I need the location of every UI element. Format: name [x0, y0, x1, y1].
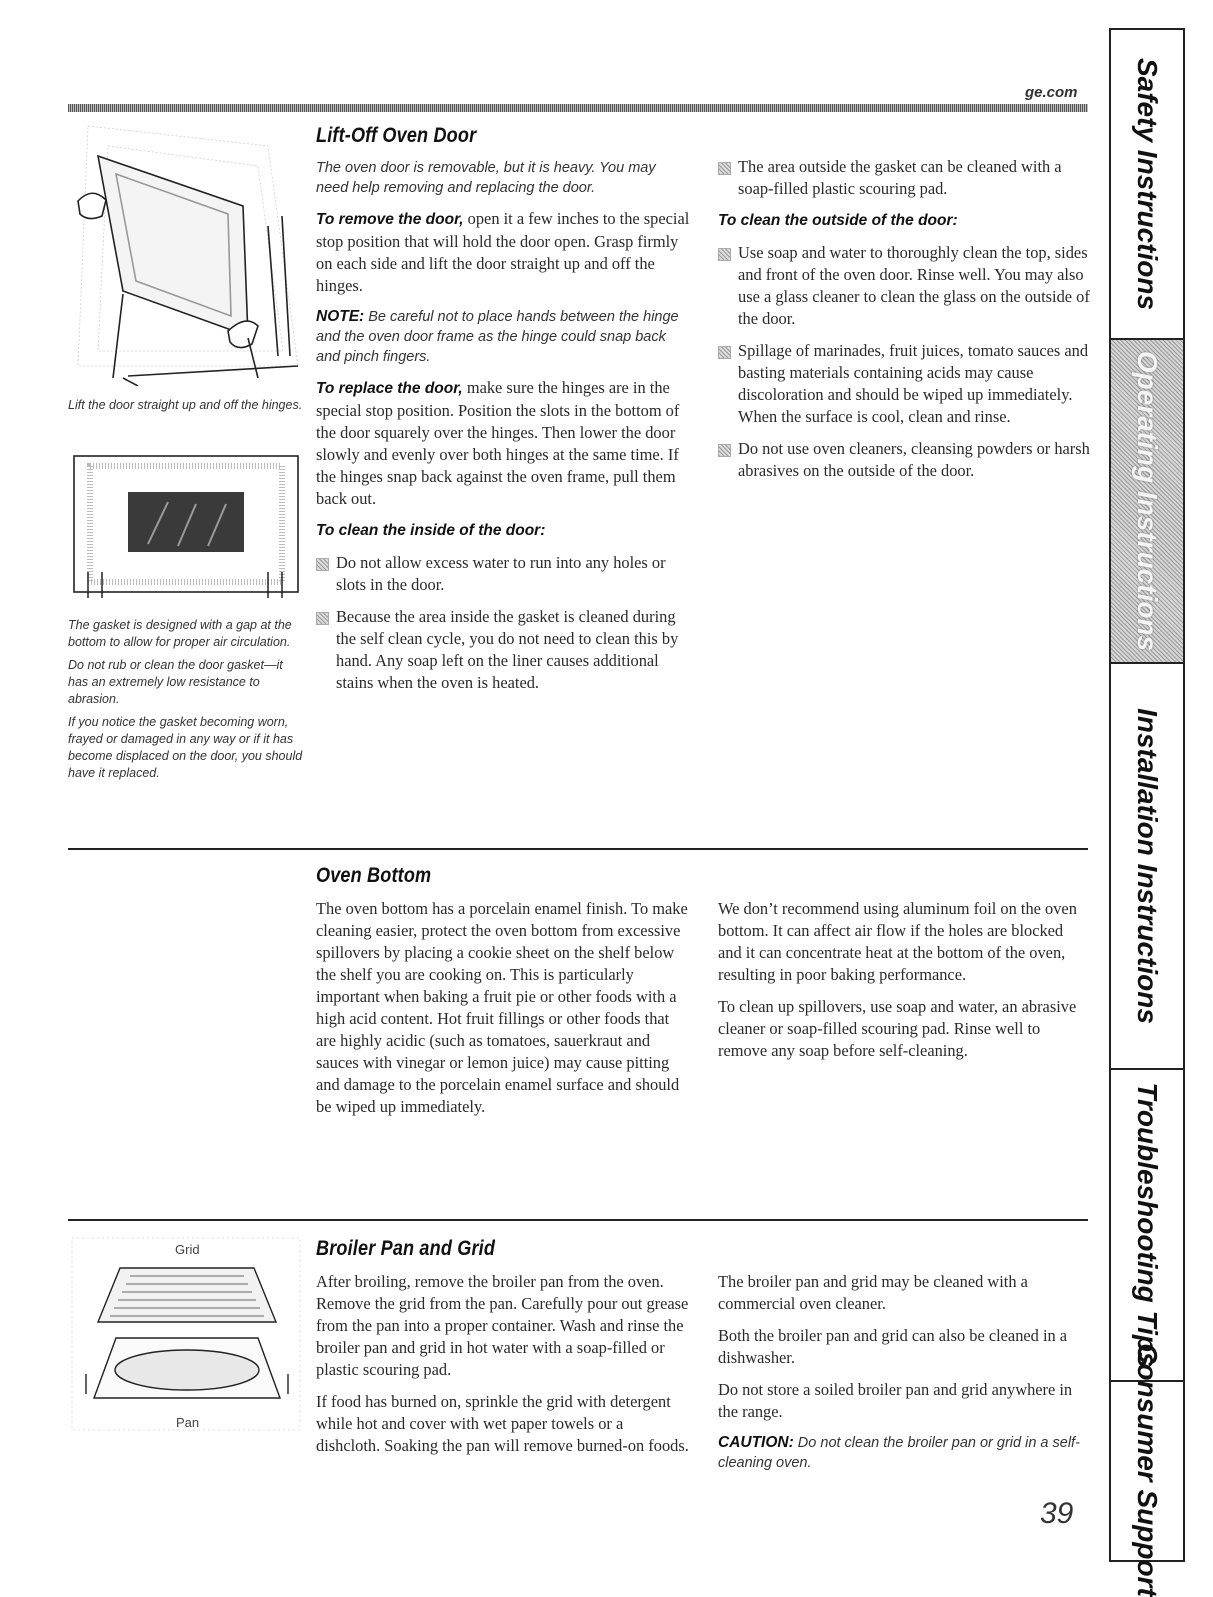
remove-paragraph [316, 208, 690, 297]
broiler-left-column [316, 1271, 690, 1467]
bullet-icon [718, 444, 731, 457]
door-intro: The oven door is removable, but it is heavy. You may need help removing and replacing the door. [316, 160, 656, 196]
tab-label: Installation Instructions [1132, 708, 1163, 1024]
bottom-left-column [316, 898, 690, 1128]
tab-label: Safety Instructions [1132, 57, 1163, 311]
bullet-icon [316, 612, 329, 625]
door-right-column [718, 156, 1090, 492]
caution-text: Do not clean the broiler pan or grid in a self-cleaning oven. [718, 1435, 1080, 1471]
header-rule [68, 104, 1088, 112]
door-caption-1: Lift the door straight up and off the hinges. [68, 398, 303, 412]
broiler-burned-paragraph: If food has burned on, sprinkle the grid with detergent while hot and cover with wet paper towels or a dishcloth. Soaking the pan will remove burned-on foods. [316, 1392, 689, 1455]
tab-troubleshooting-tips[interactable] [1111, 1070, 1183, 1382]
page-number: 39 [1040, 1497, 1074, 1530]
broiler-cleaner-paragraph: The broiler pan and grid may be cleaned with a commercial oven cleaner. [718, 1272, 1028, 1313]
bottom-right-column [718, 898, 1088, 1072]
gasket-bullet: The area outside the gasket can be cleaned with a soap-filled plastic scouring pad. [718, 156, 1090, 200]
broiler-dishwasher-paragraph: Both the broiler pan and grid can also be cleaned in a dishwasher. [718, 1326, 1068, 1367]
outside-bullet: Do not use oven cleaners, cleansing powders or harsh abrasives on the outside of the door. [718, 438, 1090, 482]
tab-safety-instructions[interactable] [1111, 30, 1183, 340]
site-url: ge.com [1025, 84, 1078, 101]
replace-label: To replace the door, [316, 380, 463, 397]
caution-label: CAUTION: [718, 1434, 794, 1451]
section-tabs [1109, 28, 1185, 1597]
note-paragraph [316, 307, 690, 367]
outside-bullet: Spillage of marinades, fruit juices, tomato sauces and basting materials containing acids may cause discoloration and should be wiped up immediately. When the surface is cool, clean and rinse. [718, 340, 1090, 428]
bullet-icon [718, 162, 731, 175]
bullet-icon [718, 248, 731, 261]
broiler-illustration [68, 1234, 304, 1434]
replace-text: make sure the hinges are in the special stop position. Position the slots in the bottom of the door squarely over the hinges. Then lower the door slowly and evenly over both hinges at the same time. If the hinges snap back against the oven frame, pull them back out. [316, 378, 680, 508]
bottom-spillover-paragraph: To clean up spillovers, use soap and water, an abrasive cleaner or soap-filled scouring pad. Rinse well to remove any soap before self-cleaning. [718, 997, 1077, 1060]
tab-label: Operating Instructions [1132, 350, 1163, 652]
note-text: Be careful not to place hands between the hinge and the oven door frame as the hinge could snap back and pinch fingers. [316, 309, 679, 365]
broiler-wash-paragraph: After broiling, remove the broiler pan from the oven. Remove the grid from the pan. Carefully pour out grease from the pan into a proper container. Wash and rinse the broiler pan and grid in hot water with a soap-filled or plastic scouring pad. [316, 1272, 689, 1379]
caption-gasket-replace: If you notice the gasket becoming worn, frayed or damaged in any way or if it has become displaced on the door, you should have it replaced. [68, 715, 303, 780]
door-caption-2 [68, 617, 304, 788]
door-gasket-illustration [68, 452, 304, 598]
replace-paragraph [316, 377, 690, 510]
broiler-store-paragraph: Do not store a soiled broiler pan and grid anywhere in the range. [718, 1380, 1073, 1421]
inside-bullet: Do not allow excess water to run into any holes or slots in the door. [316, 552, 690, 596]
label-grid: Grid [175, 1242, 200, 1257]
caution-paragraph [718, 1433, 1090, 1473]
section-title-door: Lift-Off Oven Door [316, 124, 477, 147]
bottom-foil-paragraph: We don’t recommend using aluminum foil on the oven bottom. It can affect air flow if the holes are blocked and it can concentrate heat at the bottom of the oven, resulting in poor baking performance. [718, 899, 1077, 984]
remove-label: To remove the door, [316, 211, 464, 228]
tab-installation-instructions[interactable] [1111, 664, 1183, 1070]
outside-heading: To clean the outside of the door: [718, 212, 958, 229]
caption-gasket-rub: Do not rub or clean the door gasket—it has an extremely low resistance to abrasion. [68, 658, 283, 706]
outside-bullet: Use soap and water to thoroughly clean the top, sides and front of the oven door. Rinse well. You may also use a glass cleaner to clean the glass on the outside of the door. [718, 242, 1090, 330]
label-pan: Pan [176, 1415, 200, 1430]
door-lift-illustration [68, 116, 304, 386]
broiler-right-column [718, 1271, 1090, 1483]
tab-label: Troubleshooting Tips [1132, 1082, 1163, 1368]
caption-gasket-gap: The gasket is designed with a gap at the bottom to allow for proper air circulation. [68, 618, 292, 649]
section-divider [68, 1219, 1088, 1221]
remove-text: open it a few inches to the special stop position that will hold the door open. Grasp firmly on each side and lift the door straight up and off the hinges. [316, 209, 690, 295]
inside-heading: To clean the inside of the door: [316, 522, 546, 539]
inside-bullet: Because the area inside the gasket is cleaned during the self clean cycle, you do not need to clean this by hand. Any soap left on the liner causes additional stains when the oven is heated. [316, 606, 690, 694]
section-divider [68, 848, 1088, 850]
section-title-bottom: Oven Bottom [316, 864, 432, 887]
section-title-broiler: Broiler Pan and Grid [316, 1237, 496, 1260]
door-left-column [316, 158, 690, 704]
bottom-left-text: The oven bottom has a porcelain enamel finish. To make cleaning easier, protect the oven bottom from excessive spillovers by placing a cookie sheet on the shelf below the shelf you are cooking on. This is particularly important when baking a fruit pie or other foods with a high acid content. Hot fruit fillings or other foods that are highly acidic (such as tomatoes, sauerkraut and sauces with vinegar or lemon juice) may cause pitting and damage to the porcelain enamel surface and should be wiped up immediately. [316, 899, 688, 1116]
note-label: NOTE: [316, 308, 365, 325]
tab-label: Consumer Support [1132, 1343, 1163, 1597]
tab-consumer-support[interactable] [1111, 1343, 1183, 1597]
bullet-icon [718, 346, 731, 359]
tab-operating-instructions[interactable] [1111, 340, 1183, 664]
bullet-icon [316, 558, 329, 571]
